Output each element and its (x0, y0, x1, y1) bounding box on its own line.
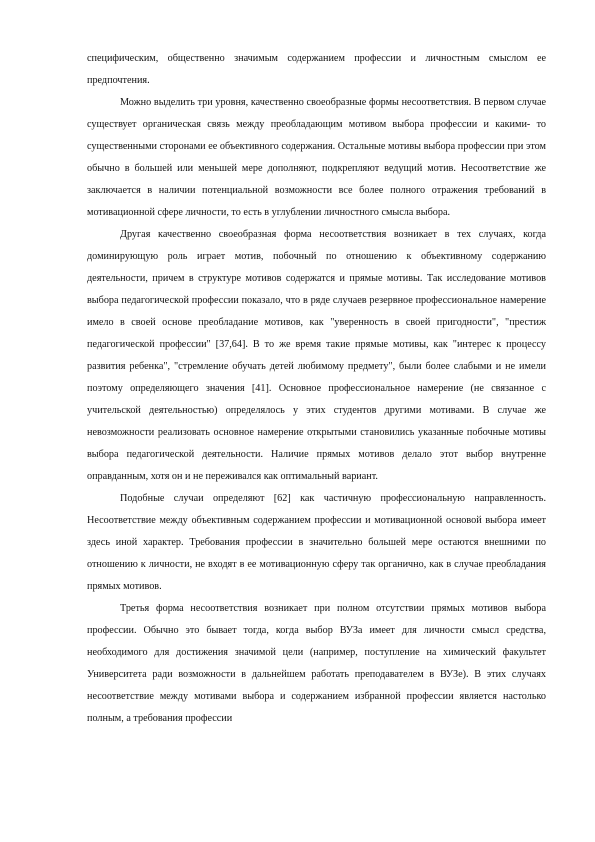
paragraph-1: специфическим, общественно значимым содержанием профессии и личностным смыслом ее предпочтения. (87, 53, 546, 86)
paragraph-4: Подобные случаи определяют [62] как частичную профессиональную направленность. Несоответствие между объективным содержанием профессии и мотивационной основой выбора имеет здесь иной характер. Требования профессии в значительно большей мере остаются внешними по отношению к личности, не входят в ее мотивационную сферу так органично, как в случае преобладания прямых мотивов. (87, 493, 546, 592)
paragraph-5: Третья форма несоответствия возникает при полном отсутствии прямых мотивов выбора профессии. Обычно это бывает тогда, когда выбор ВУЗа имеет для личности смысл средства, необходимого для достижения значимой цели (например, поступление на химический факультет Университета ради возможности в дальнейшем работать преподавателем в ВУЗе). В этих случаях несоответствие между мотивами выбора и содержанием избранной профессии является настолько полным, а требования профессии (87, 603, 546, 724)
paragraph-2: Можно выделить три уровня, качественно своеобразные формы несоответствия. В первом случае существует органическая связь между преобладающим мотивом выбора профессии и какими- то существенными сторонами ее объективного содержания. Остальные мотивы выбора профессии при этом обычно в большей или меньшей мере дополняют, подкрепляют ведущий мотив. Несоответствие же заключается в наличии потенциальной возможности все более полного отражения требований в мотивационной сфере личности, то есть в углублении личностного смысла выбора. (87, 97, 546, 218)
paragraph-3: Другая качественно своеобразная форма несоответствия возникает в тех случаях, когда доминирующую роль играет мотив, побочный по отношению к объективному содержанию деятельности, причем в структуре мотивов содержатся и прямые мотивы. Так исследование мотивов выбора педагогической профессии показало, что в ряде случаев резервное профессиональное намерение имело в своей основе преобладание мотивов, как "уверенность в своей пригодности", "престиж педагогической профессии" [37,64]. В то же время такие прямые мотивы, как "интерес к процессу развития ребенка", "стремление обучать детей любимому предмету", были более слабыми и не имели поэтому определяющего значения [41]. Основное профессиональное намерение (не связанное с учительской деятельностью) определялось у этих студентов другими мотивами. В случае же невозможности реализовать основное намерение открытыми становились указанные побочные мотивы выбора педагогической деятельности. Наличие прямых мотивов делало этот выбор внутренне оправданным, хотя он и не переживался как оптимальный вариант. (87, 229, 546, 482)
